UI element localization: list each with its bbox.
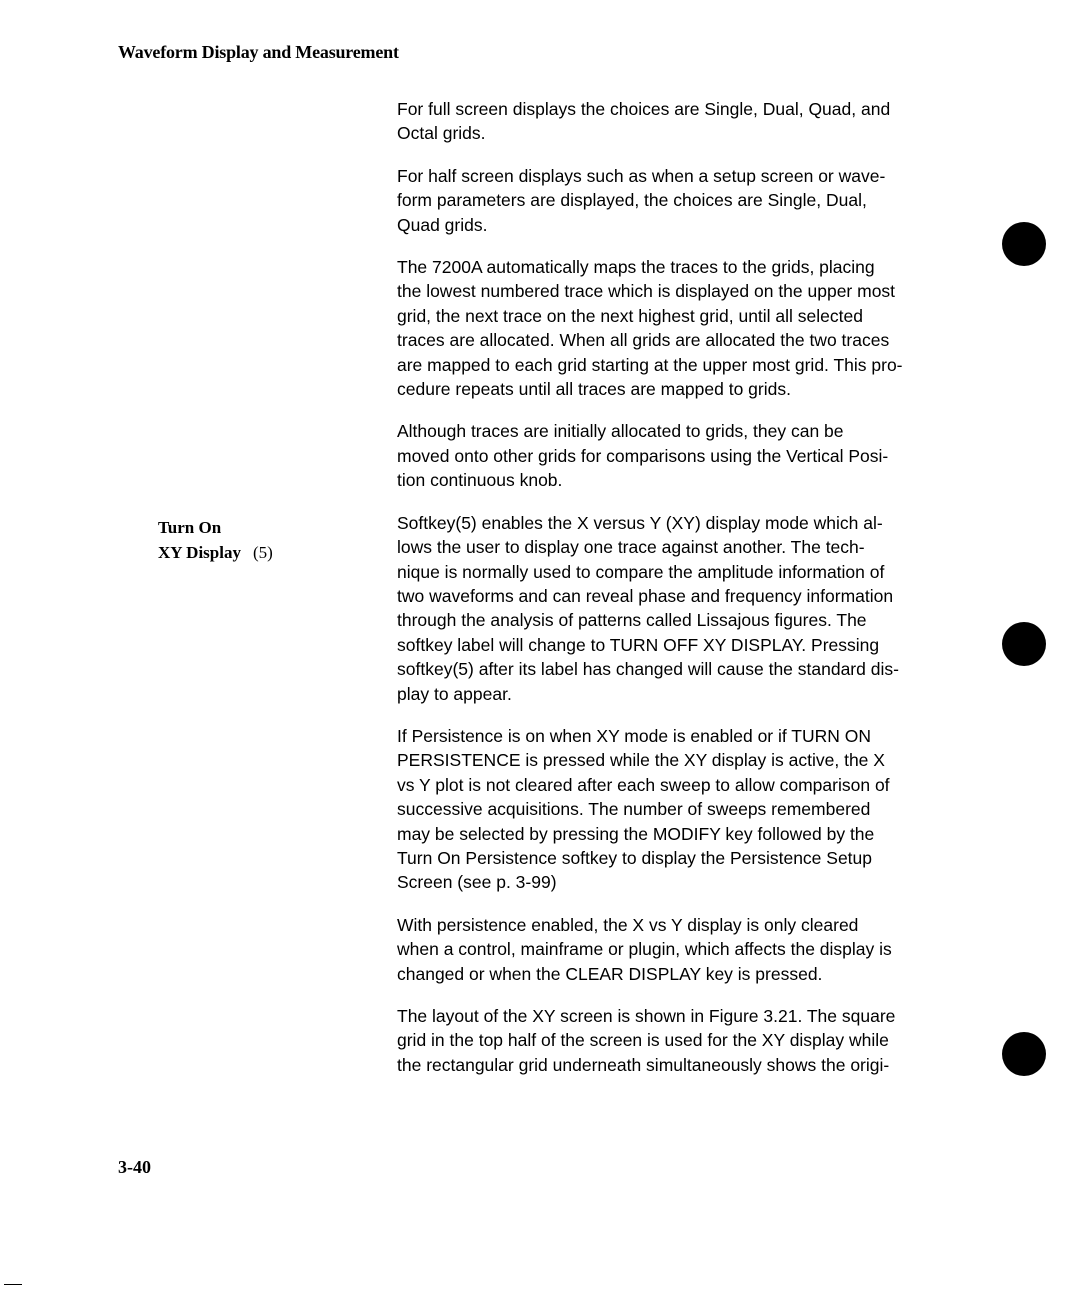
text-line: grid, the next trace on the next highest grid, until all selected — [397, 305, 863, 326]
body-text — [397, 97, 953, 1095]
paragraph — [397, 724, 953, 895]
text-line: moved onto other grids for comparisons using the Vertical Posi- — [397, 445, 889, 466]
text-line: vs Y plot is not cleared after each sweep to allow comparison of — [397, 774, 890, 795]
text-line: If Persistence is on when XY mode is enabled or if TURN ON — [397, 725, 872, 746]
binder-hole-mark — [1002, 1032, 1046, 1076]
side-heading-line-1: Turn On — [158, 518, 222, 537]
text-line: For full screen displays the choices are Single, Dual, Quad, and — [397, 99, 891, 119]
text-line: successive acquisitions. The number of sweeps remembered — [397, 799, 871, 820]
paragraph — [397, 255, 953, 401]
text-line: are mapped to each grid starting at the upper most grid. This pro- — [397, 354, 903, 375]
text-line: tion continuous knob. — [397, 470, 563, 491]
paragraph — [397, 511, 953, 706]
text-line: when a control, mainframe or plugin, which affects the display is — [397, 939, 892, 960]
text-line: Screen (see p. 3-99) — [397, 872, 557, 893]
paragraph — [397, 1004, 953, 1077]
softkey-number: (5) — [252, 543, 273, 562]
text-line: cedure repeats until all traces are mapped to grids. — [397, 379, 791, 400]
text-line: through the analysis of patterns called Lissajous figures. The — [397, 610, 867, 631]
paragraph — [397, 913, 953, 986]
text-line: traces are allocated. When all grids are allocated the two traces — [397, 330, 890, 351]
side-heading-line-2 — [158, 540, 273, 565]
text-line: may be selected by pressing the MODIFY key followed by the — [397, 823, 875, 844]
paragraph — [397, 419, 953, 492]
text-line: Turn On Persistence softkey to display the Persistence Setup — [397, 847, 873, 868]
scan-edge-mark — [4, 1284, 22, 1285]
text-line: play to appear. — [397, 683, 512, 704]
text-line: The 7200A automatically maps the traces to the grids, placing — [397, 257, 875, 278]
text-line: Although traces are initially allocated to grids, they can be — [397, 421, 844, 442]
running-header: Waveform Display and Measurement — [118, 42, 399, 62]
text-line: softkey(5) after its label has changed will cause the standard dis- — [397, 659, 899, 680]
text-line: changed or when the CLEAR DISPLAY key is pressed. — [397, 963, 823, 984]
text-line: Octal grids. — [397, 123, 486, 144]
text-line: two waveforms and can reveal phase and frequency information — [397, 585, 894, 606]
text-line: Quad grids. — [397, 214, 488, 235]
text-line: With persistence enabled, the X vs Y display is only cleared — [397, 914, 859, 935]
paragraph — [397, 164, 953, 237]
text-line: softkey label will change to TURN OFF XY DISPLAY. Pressing — [397, 634, 880, 655]
side-heading-label: XY Display — [158, 543, 241, 562]
text-line: the lowest numbered trace which is displayed on the upper most — [397, 281, 896, 302]
text-line: Softkey(5) enables the X versus Y (XY) display mode which al- — [397, 512, 883, 533]
paragraph — [397, 97, 953, 146]
binder-hole-mark — [1002, 622, 1046, 666]
text-line: The layout of the XY screen is shown in Figure 3.21. The square — [397, 1006, 896, 1026]
text-line: grid in the top half of the screen is used for the XY display while — [397, 1030, 889, 1051]
text-line: PERSISTENCE is pressed while the XY display is active, the X — [397, 750, 885, 771]
text-line: nique is normally used to compare the amplitude information of — [397, 561, 885, 582]
binder-hole-mark — [1002, 222, 1046, 266]
side-heading — [158, 515, 273, 565]
text-line: For half screen displays such as when a setup screen or wave- — [397, 165, 886, 186]
page-number: 3-40 — [118, 1157, 151, 1177]
text-line: lows the user to display one trace against another. The tech- — [397, 537, 865, 558]
text-line: the rectangular grid underneath simultaneously shows the origi- — [397, 1054, 890, 1075]
text-line: form parameters are displayed, the choices are Single, Dual, — [397, 190, 867, 211]
